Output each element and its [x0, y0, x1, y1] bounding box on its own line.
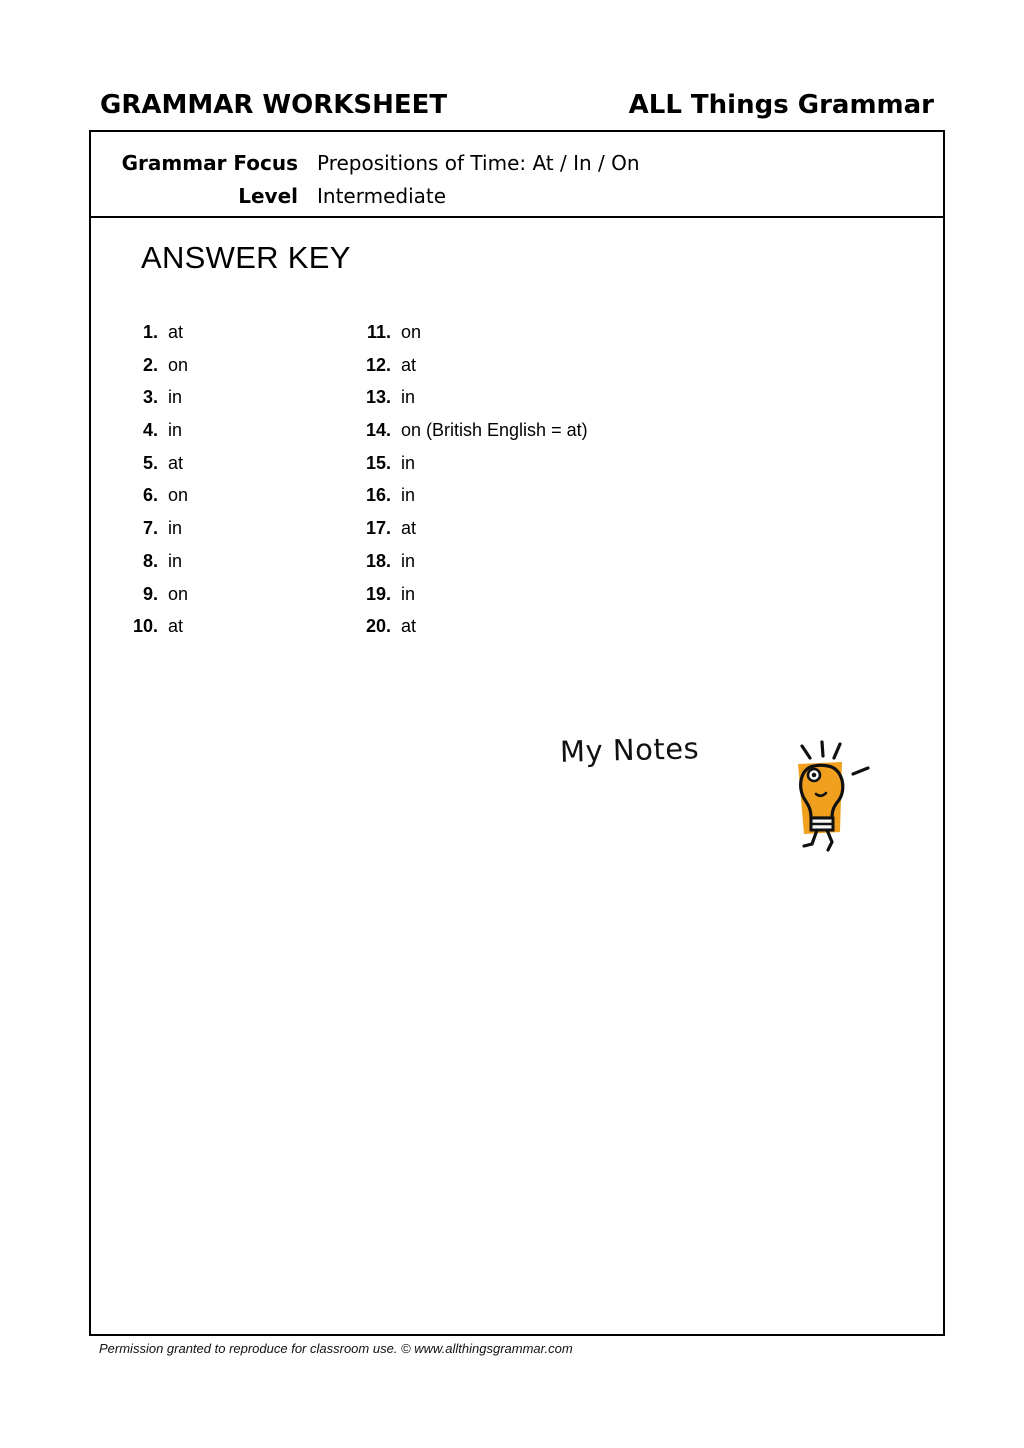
answer-number: 18.	[365, 550, 391, 571]
answer-number: 11.	[366, 322, 391, 342]
answer-text: on (British English = at)	[401, 420, 588, 441]
answer-text: on	[168, 354, 189, 375]
answer-text: in	[401, 485, 416, 506]
info-box	[91, 132, 943, 218]
level-value: Intermediate	[317, 184, 447, 208]
answer-item	[329, 479, 629, 512]
answer-item	[329, 512, 629, 545]
answer-number: 4.	[142, 420, 158, 441]
answer-key-title: ANSWER KEY	[141, 240, 351, 275]
answer-number: 17.	[365, 518, 391, 539]
answer-text: in	[168, 387, 183, 408]
answer-number: 12.	[365, 354, 391, 375]
answer-text: in	[168, 518, 183, 539]
answer-text: in	[401, 583, 416, 604]
grammar-focus-value: Prepositions of Time: At / In / On	[317, 151, 640, 175]
answer-item	[329, 610, 629, 643]
answer-text: in	[401, 550, 416, 571]
answer-item	[329, 578, 629, 611]
answer-text: in	[168, 420, 183, 441]
level-label: Level	[238, 184, 298, 208]
grammar-focus-label: Grammar Focus	[121, 151, 298, 175]
answer-text: at	[168, 616, 184, 637]
answer-number: 14.	[365, 420, 391, 441]
answer-number: 20.	[365, 616, 391, 637]
answer-item	[329, 381, 629, 414]
lightbulb-character-icon	[790, 738, 874, 856]
worksheet-frame	[89, 130, 945, 1336]
footer-permission: Permission granted to reproduce for classroom use. © www.allthingsgrammar.com	[99, 1341, 573, 1356]
answer-text: in	[168, 550, 183, 571]
brand-title: ALL Things Grammar	[628, 90, 934, 120]
worksheet-header	[100, 86, 934, 126]
answer-number: 7.	[142, 518, 158, 539]
answer-number: 9.	[142, 583, 158, 604]
answer-item	[329, 316, 629, 349]
answer-text: at	[168, 452, 184, 473]
answer-number: 13.	[365, 387, 391, 408]
answer-number: 8.	[142, 550, 158, 571]
answer-text: on	[168, 583, 189, 604]
answer-item	[329, 414, 629, 447]
answer-number: 15.	[365, 452, 391, 473]
answer-text: at	[168, 322, 184, 342]
answer-item	[329, 447, 629, 480]
answer-number: 19.	[365, 583, 391, 604]
answer-text: in	[401, 387, 416, 408]
answer-text: in	[401, 452, 416, 473]
answer-number: 16.	[365, 485, 391, 506]
answer-item	[329, 349, 629, 382]
answer-number: 10.	[132, 616, 158, 637]
answer-number: 6.	[142, 485, 158, 506]
answer-text: on	[401, 322, 422, 342]
my-notes-label: My Notes	[559, 731, 700, 769]
answer-item	[329, 545, 629, 578]
answer-column-2	[329, 316, 629, 643]
answer-text: at	[401, 616, 417, 637]
answer-text: on	[168, 485, 189, 506]
worksheet-title: GRAMMAR WORKSHEET	[100, 90, 448, 120]
answer-text: at	[401, 354, 417, 375]
answer-number: 5.	[142, 452, 158, 473]
answer-number: 1.	[142, 322, 158, 342]
answer-number: 3.	[142, 387, 158, 408]
answer-number: 2.	[142, 354, 158, 375]
answer-text: at	[401, 518, 417, 539]
